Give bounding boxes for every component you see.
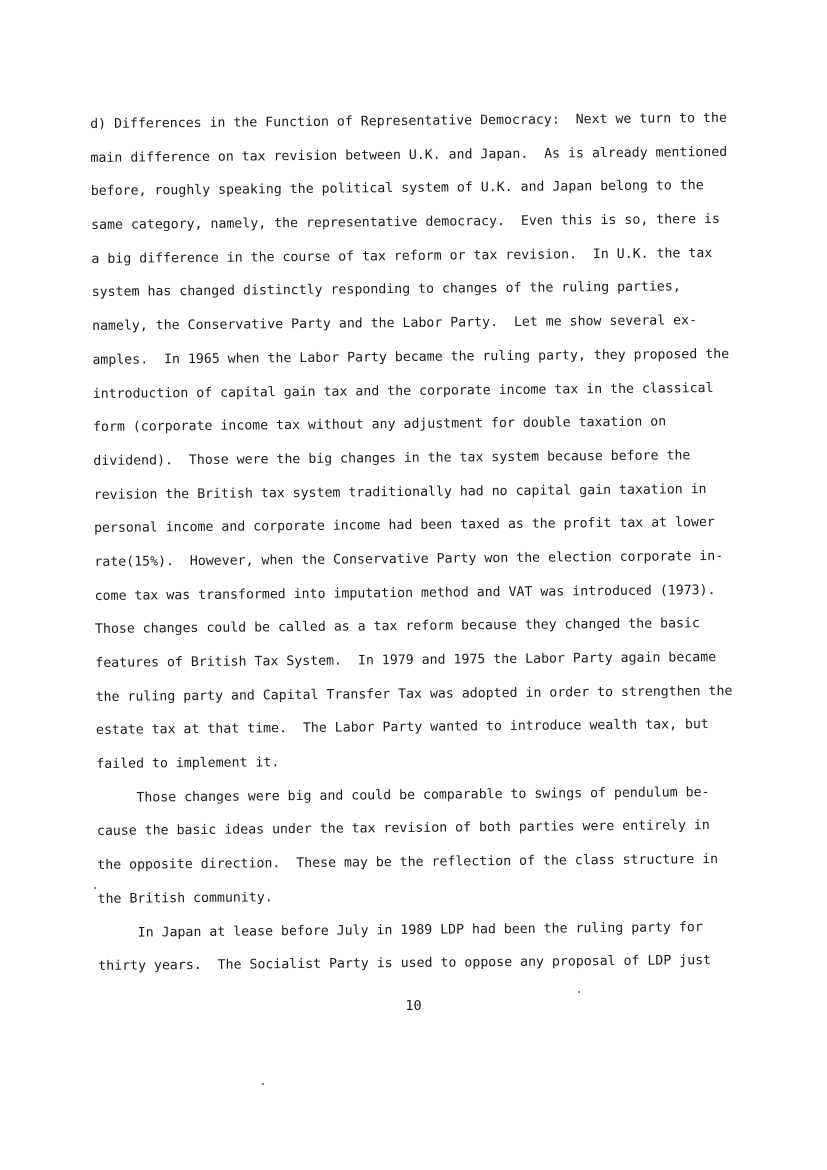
text-line: a big difference in the course of tax reform or tax revision. In U.K. the tax xyxy=(91,245,713,267)
text-line: Those changes were big and could be comparable to swings of pendulum be- xyxy=(96,784,710,806)
page-number: 10 xyxy=(405,998,422,1014)
text-line: form (corporate income tax without any adjustment for double taxation on xyxy=(92,414,667,436)
text-line: failed to implement it. xyxy=(96,755,280,773)
text-line: estate tax at that time. The Labor Party wanted to introduce wealth tax, but xyxy=(95,717,709,739)
text-line: main difference on tax revision between U.K. and Japan. As is already mentioned xyxy=(90,144,728,166)
text-line: features of British Tax System. In 1979 and 1975 the Labor Party again became xyxy=(95,650,717,671)
text-line: personal income and corporate income had been taxed as the profit tax at lower xyxy=(93,515,715,537)
text-line: namely, the Conservative Party and the Labor Party. Let me show several ex- xyxy=(92,313,698,335)
text-line: come tax was transformed into imputation method and VAT was introduced (1973). xyxy=(94,582,716,604)
text-line: amples. In 1965 when the Labor Party became the ruling party, they proposed the xyxy=(92,346,730,368)
text-line: the opposite direction. These may be the reflection of the class structure in xyxy=(97,852,719,874)
text-line: introduction of capital gain tax and the corporate income tax in the classical xyxy=(92,380,714,402)
text-line: In Japan at lease before July in 1989 LDP had been the ruling party for xyxy=(97,919,703,941)
text-line: before, roughly speaking the political system of U.K. and Japan belong to the xyxy=(90,178,704,200)
text-line: cause the basic ideas under the tax revision of both parties were entirely in xyxy=(96,818,710,840)
text-line: thirty years. The Socialist Party is used to oppose any proposal of LDP just xyxy=(98,953,712,975)
text-line: Those changes could be called as a tax reform because they changed the basic xyxy=(94,616,700,638)
text-line: the British community. xyxy=(97,890,273,907)
scan-speck xyxy=(578,991,580,993)
scan-speck xyxy=(94,887,96,889)
text-line: revision the British tax system traditionally had no capital gain taxation in xyxy=(93,481,707,503)
scan-speck xyxy=(262,1083,264,1085)
text-line: dividend). Those were the big changes in the tax system because before the xyxy=(93,448,691,469)
text-line: rate(15%). However, when the Conservative Party won the election corporate in- xyxy=(94,548,724,570)
text-line: same category, namely, the representative democracy. Even this is so, there is xyxy=(91,212,720,234)
text-line: d) Differences in the Function of Representative Democracy: Next we turn to the xyxy=(90,110,727,132)
text-line: the ruling party and Capital Transfer Tax was adopted in order to strengthen the xyxy=(95,683,733,705)
body-text xyxy=(90,102,768,984)
text-line: system has changed distinctly responding to changes of the ruling parties, xyxy=(91,279,681,301)
